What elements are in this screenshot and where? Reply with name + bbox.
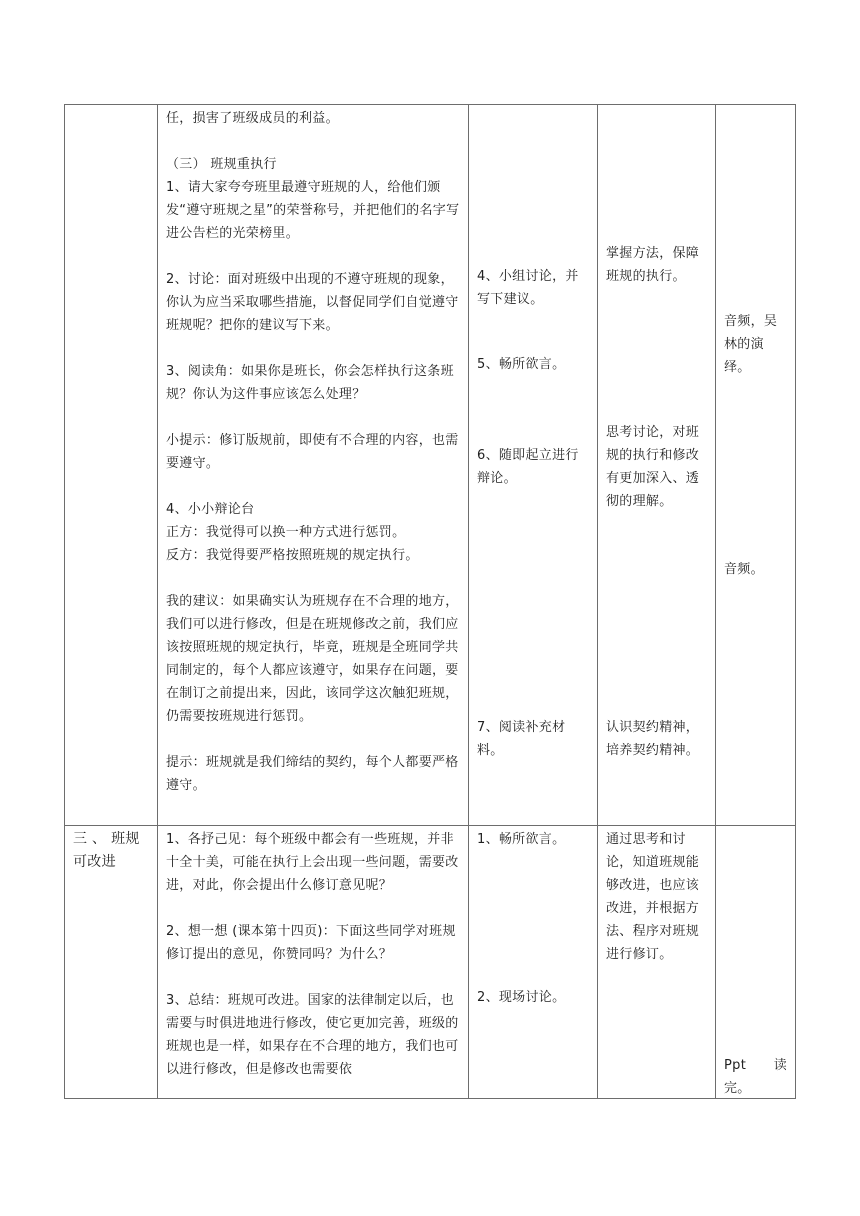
content-cell: [158, 826, 469, 1099]
media-cell: [716, 826, 796, 1099]
media-note-part: Ppt: [724, 1058, 747, 1073]
table-row: [65, 826, 796, 1099]
activity-item: 6、随即起立进行辩论。: [477, 448, 579, 486]
content-paragraph: 3、阅读角：如果你是班长，你会怎样执行这条班规？你认为这件事应该怎么处理？: [166, 364, 454, 402]
activity-item: 1、畅所欲言。: [477, 832, 566, 847]
section-title: （三） 班规重执行: [166, 157, 277, 172]
stage-cell: [65, 826, 158, 1099]
media-note: [724, 1054, 787, 1100]
stage-label: 三 、 班规可改进: [73, 831, 140, 870]
media-note: 音频，吴林的演绎。: [724, 314, 778, 375]
tip-text: 提示：班规就是我们缔结的契约，每个人都要严格遵守。: [166, 755, 459, 793]
activity-cell: [469, 826, 598, 1099]
lesson-plan-table: [64, 104, 796, 1099]
content-paragraph: 2、想一想 (课本第十四页)：下面这些同学对班规修订提出的意见，你赞同吗？为什么？: [166, 924, 456, 962]
pro-side: 正方：我觉得可以换一种方式进行惩罚。: [166, 525, 406, 540]
activity-cell: [469, 105, 598, 826]
media-note: 音频。: [724, 562, 764, 577]
media-note-part: 完。: [724, 1081, 751, 1096]
content-paragraph: 1、各抒己见：每个班级中都会有一些班规，并非十全十美，可能在执行上会出现一些问题，需要改进，对此，你会提出什么修订意见呢？: [166, 832, 459, 893]
goal-item: 掌握方法，保障班规的执行。: [606, 246, 700, 284]
tip-text: 小提示：修订版规前，即使有不合理的内容，也需要遵守。: [166, 433, 459, 471]
goal-item: 通过思考和讨论，知道班规能够改进，也应该改进，并根据方法、程序对班规进行修订。: [606, 832, 700, 962]
intro-text: 任，损害了班级成员的利益。: [166, 111, 339, 126]
suggestion-text: 我的建议：如果确实认为班规存在不合理的地方，我们可以进行修改，但是在班规修改之前，我们应该按照班规的规定执行，毕竟，班规是全班同学共同制定的，每个人都应该遵守，如果存在问题，要在制订之前提出来，因此，该同学这次触犯班规，仍需要按班规进行惩罚。: [166, 594, 459, 724]
con-side: 反方：我觉得要严格按照班规的规定执行。: [166, 548, 419, 563]
stage-cell: [65, 105, 158, 826]
media-cell: [716, 105, 796, 826]
goal-item: 思考讨论，对班规的执行和修改有更加深入、透彻的理解。: [606, 425, 700, 509]
content-cell: [158, 105, 469, 826]
goal-cell: [598, 105, 716, 826]
goal-item: 认识契约精神，培养契约精神。: [606, 720, 700, 758]
table-row: [65, 105, 796, 826]
content-paragraph: 3、总结：班规可改进。国家的法律制定以后，也需要与时俱进地进行修改，使它更加完善，班级的班规也是一样，如果存在不合理的地方，我们也可以进行修改，但是修改也需要依: [166, 993, 459, 1077]
debate-title: 4、小小辩论台: [166, 502, 255, 517]
activity-item: 5、畅所欲言。: [477, 357, 566, 372]
content-paragraph: 2、讨论：面对班级中出现的不遵守班规的现象，你认为应当采取哪些措施，以督促同学们自觉遵守班规呢？把你的建议写下来。: [166, 272, 459, 333]
content-paragraph: 1、请大家夸夸班里最遵守班规的人，给他们颁发“遵守班规之星”的荣誉称号，并把他们的名字写进公告栏的光荣榜里。: [166, 180, 460, 241]
goal-cell: [598, 826, 716, 1099]
media-note-part: 读: [773, 1058, 787, 1073]
activity-item: 4、小组讨论，并写下建议。: [477, 269, 579, 307]
activity-item: 7、阅读补充材料。: [477, 720, 566, 758]
activity-item: 2、现场讨论。: [477, 990, 566, 1005]
